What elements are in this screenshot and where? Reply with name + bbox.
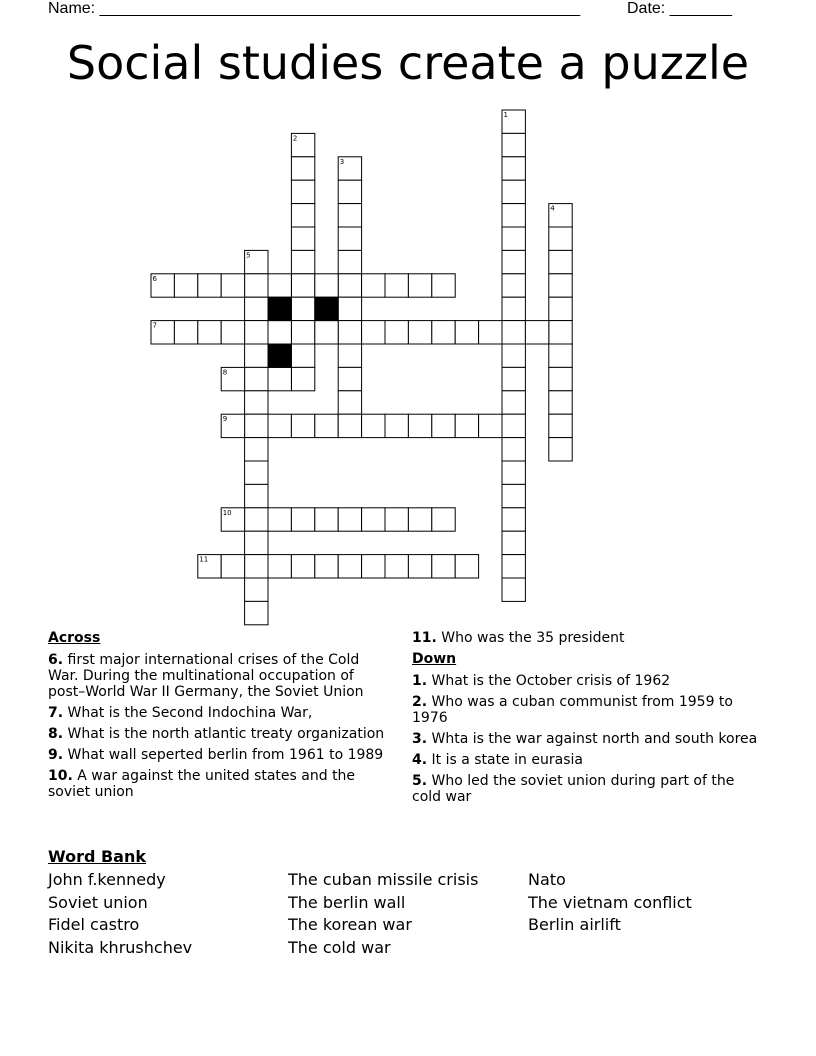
grid-cell[interactable] bbox=[198, 274, 221, 297]
cell-number: 4 bbox=[550, 204, 555, 213]
grid-cell[interactable] bbox=[268, 321, 291, 344]
grid-cell[interactable] bbox=[432, 508, 455, 531]
grid-cell[interactable] bbox=[198, 321, 221, 344]
grid-cell[interactable] bbox=[549, 344, 572, 367]
grid-cell[interactable] bbox=[245, 414, 268, 437]
grid-cell[interactable] bbox=[549, 227, 572, 250]
cell-number: 5 bbox=[246, 251, 251, 260]
grid-cell[interactable] bbox=[338, 414, 361, 437]
grid-cell[interactable] bbox=[291, 414, 314, 437]
grid-cell[interactable] bbox=[455, 321, 478, 344]
grid-cell[interactable] bbox=[245, 274, 268, 297]
word-bank-item: The cuban missile crisis bbox=[288, 870, 479, 889]
grid-cell[interactable] bbox=[502, 157, 525, 180]
grid-cell[interactable] bbox=[502, 133, 525, 156]
cell-number: 11 bbox=[199, 555, 209, 564]
clue-across-8: 8. What is the north atlantic treaty organization bbox=[48, 726, 385, 742]
grid-cell[interactable] bbox=[502, 414, 525, 437]
grid-cell[interactable] bbox=[502, 578, 525, 601]
grid-cell[interactable] bbox=[245, 391, 268, 414]
clue-down-3: 3. Whta is the war against north and south korea bbox=[412, 731, 758, 747]
grid-cell[interactable] bbox=[291, 274, 314, 297]
grid-cell[interactable] bbox=[502, 227, 525, 250]
grid-cell[interactable] bbox=[502, 531, 525, 554]
grid-cell[interactable] bbox=[408, 321, 431, 344]
grid-cell[interactable] bbox=[174, 274, 197, 297]
word-bank-column-2 bbox=[288, 869, 478, 959]
grid-cell[interactable] bbox=[502, 391, 525, 414]
grid-cell[interactable] bbox=[315, 508, 338, 531]
grid-cell[interactable] bbox=[549, 297, 572, 320]
cell-number: 2 bbox=[292, 134, 298, 143]
grid-cell[interactable] bbox=[291, 204, 314, 227]
cell-number: 8 bbox=[222, 368, 228, 377]
cell-number: 6 bbox=[152, 274, 157, 283]
grid-cell[interactable] bbox=[502, 367, 525, 390]
grid-cell[interactable] bbox=[385, 555, 408, 578]
grid-cell[interactable] bbox=[291, 227, 314, 250]
grid-cell[interactable] bbox=[385, 274, 408, 297]
word-bank-item: The cold war bbox=[288, 937, 391, 957]
clue-across-6: 6. first major international crises of the Cold War. During the multinational occupation of post–World War II Germany, the Soviet Union bbox=[48, 652, 364, 700]
grid-cell[interactable] bbox=[245, 484, 268, 507]
grid-cell[interactable] bbox=[362, 414, 385, 437]
grid-cell[interactable] bbox=[291, 344, 314, 367]
black-cell bbox=[268, 297, 291, 320]
clue-across-10: 10. A war against the united states and the soviet union bbox=[48, 768, 356, 800]
cell-number: 10 bbox=[222, 508, 232, 517]
grid-cell[interactable] bbox=[549, 321, 572, 344]
grid-cell[interactable] bbox=[502, 204, 525, 227]
grid-cell[interactable] bbox=[268, 555, 291, 578]
grid-cell[interactable] bbox=[268, 508, 291, 531]
grid-cell[interactable] bbox=[338, 321, 361, 344]
grid-cell[interactable] bbox=[502, 180, 525, 203]
grid-cell[interactable] bbox=[221, 274, 244, 297]
grid-cell[interactable] bbox=[245, 438, 268, 461]
grid-cell[interactable] bbox=[315, 414, 338, 437]
word-bank-column-3 bbox=[528, 869, 692, 937]
grid-cell[interactable] bbox=[245, 555, 268, 578]
grid-cell[interactable] bbox=[245, 344, 268, 367]
word-bank-item: Berlin airlift bbox=[528, 915, 621, 934]
grid-cell[interactable] bbox=[455, 555, 478, 578]
grid-cell[interactable] bbox=[432, 414, 455, 437]
across-clues bbox=[48, 630, 393, 805]
grid-cell[interactable] bbox=[291, 508, 314, 531]
grid-cell[interactable] bbox=[268, 414, 291, 437]
grid-cell[interactable] bbox=[291, 321, 314, 344]
page-title: Social studies create a puzzle bbox=[66, 36, 750, 90]
across-heading: Across bbox=[48, 630, 101, 646]
cell-number: 9 bbox=[222, 415, 228, 424]
grid-cell[interactable] bbox=[268, 367, 291, 390]
grid-cell[interactable] bbox=[525, 321, 548, 344]
cell-number: 3 bbox=[339, 157, 345, 166]
grid-cell[interactable] bbox=[432, 274, 455, 297]
grid-cell[interactable] bbox=[174, 321, 197, 344]
word-bank-title: Word Bank bbox=[48, 847, 147, 866]
grid-cell[interactable] bbox=[549, 250, 572, 273]
grid-cell[interactable] bbox=[549, 367, 572, 390]
grid-cell[interactable] bbox=[221, 555, 244, 578]
grid-cell[interactable] bbox=[502, 555, 525, 578]
word-bank-item: John f.kennedy bbox=[48, 870, 166, 889]
grid-cell[interactable] bbox=[549, 414, 572, 437]
clue-across-9: 9. What wall seperted berlin from 1961 to 1989 bbox=[48, 747, 384, 763]
grid-cell[interactable] bbox=[338, 555, 361, 578]
grid-cell[interactable] bbox=[502, 274, 525, 297]
grid-cell[interactable] bbox=[338, 508, 361, 531]
grid-cell[interactable] bbox=[362, 555, 385, 578]
grid-cell[interactable] bbox=[245, 578, 268, 601]
grid-cell[interactable] bbox=[245, 297, 268, 320]
clue-down-1: 1. What is the October crisis of 1962 bbox=[412, 673, 671, 689]
grid-cell[interactable] bbox=[315, 555, 338, 578]
grid-cell[interactable] bbox=[338, 274, 361, 297]
word-bank-column-1 bbox=[48, 869, 192, 959]
grid-cell[interactable] bbox=[268, 274, 291, 297]
grid-cell[interactable] bbox=[502, 438, 525, 461]
grid-cell[interactable] bbox=[338, 180, 361, 203]
grid-cell[interactable] bbox=[549, 274, 572, 297]
grid-cell[interactable] bbox=[338, 297, 361, 320]
grid-cell[interactable] bbox=[408, 555, 431, 578]
grid-cell[interactable] bbox=[338, 250, 361, 273]
down-heading: Down bbox=[412, 651, 457, 667]
grid-cell[interactable] bbox=[549, 438, 572, 461]
grid-cell[interactable] bbox=[479, 321, 502, 344]
grid-cell[interactable] bbox=[432, 321, 455, 344]
word-bank-item: The korean war bbox=[288, 915, 412, 934]
grid-cell[interactable] bbox=[385, 321, 408, 344]
grid-cell[interactable] bbox=[502, 461, 525, 484]
clue-across-11: 11. Who was the 35 president bbox=[412, 630, 625, 646]
word-bank-item: The vietnam conflict bbox=[528, 892, 692, 912]
grid-cell[interactable] bbox=[502, 508, 525, 531]
grid-cell[interactable] bbox=[455, 414, 478, 437]
grid-cell[interactable] bbox=[502, 250, 525, 273]
grid-cell[interactable] bbox=[291, 250, 314, 273]
grid-cell[interactable] bbox=[291, 297, 314, 320]
grid-cell[interactable] bbox=[315, 321, 338, 344]
grid-cell[interactable] bbox=[245, 367, 268, 390]
clue-down-5: 5. Who led the soviet union during part of the cold war bbox=[412, 773, 735, 805]
grid-cell[interactable] bbox=[291, 367, 314, 390]
grid-cell[interactable] bbox=[245, 508, 268, 531]
clue-across-7: 7. What is the Second Indochina War, bbox=[48, 705, 313, 721]
grid-cell[interactable] bbox=[432, 555, 455, 578]
clue-down-4: 4. It is a state in eurasia bbox=[412, 752, 583, 768]
grid-cell[interactable] bbox=[502, 321, 525, 344]
clue-down-2: 2. Who was a cuban communist from 1959 to 1976 bbox=[412, 694, 733, 726]
name-field: Name: ______________________________________________________ bbox=[48, 0, 581, 17]
word-bank-item: Nato bbox=[528, 870, 566, 889]
grid-cell[interactable] bbox=[502, 344, 525, 367]
word-bank-item: Fidel castro bbox=[48, 915, 140, 934]
grid-cell[interactable] bbox=[502, 297, 525, 320]
grid-cell[interactable] bbox=[245, 601, 268, 624]
black-cell bbox=[268, 344, 291, 367]
black-cell bbox=[315, 297, 338, 320]
down-clues bbox=[412, 630, 762, 810]
grid-cell[interactable] bbox=[245, 461, 268, 484]
date-field: Date: _______ bbox=[627, 0, 732, 17]
word-bank-item: The berlin wall bbox=[288, 892, 406, 912]
word-bank-item: Soviet union bbox=[48, 892, 148, 912]
cell-number: 1 bbox=[503, 111, 508, 119]
grid-cell[interactable] bbox=[338, 227, 361, 250]
grid-cell[interactable] bbox=[362, 321, 385, 344]
grid-cell[interactable] bbox=[549, 391, 572, 414]
word-bank-item: Nikita khrushchev bbox=[48, 937, 193, 957]
grid-cell[interactable] bbox=[479, 414, 502, 437]
grid-cell[interactable] bbox=[362, 274, 385, 297]
grid-cell[interactable] bbox=[291, 180, 314, 203]
grid-cell[interactable] bbox=[408, 508, 431, 531]
grid-cell[interactable] bbox=[338, 367, 361, 390]
grid-cell[interactable] bbox=[408, 274, 431, 297]
grid-cell[interactable] bbox=[362, 508, 385, 531]
grid-cell[interactable] bbox=[291, 555, 314, 578]
grid-cell[interactable] bbox=[385, 508, 408, 531]
grid-cell[interactable] bbox=[408, 414, 431, 437]
grid-cell[interactable] bbox=[338, 204, 361, 227]
grid-cell[interactable] bbox=[315, 274, 338, 297]
grid-cell[interactable] bbox=[245, 531, 268, 554]
grid-cell[interactable] bbox=[338, 391, 361, 414]
grid-cell[interactable] bbox=[385, 414, 408, 437]
cell-number: 7 bbox=[152, 321, 157, 330]
grid-cell[interactable] bbox=[502, 484, 525, 507]
grid-cell[interactable] bbox=[245, 321, 268, 344]
grid-cell[interactable] bbox=[291, 157, 314, 180]
grid-cell[interactable] bbox=[221, 321, 244, 344]
grid-cell[interactable] bbox=[338, 344, 361, 367]
